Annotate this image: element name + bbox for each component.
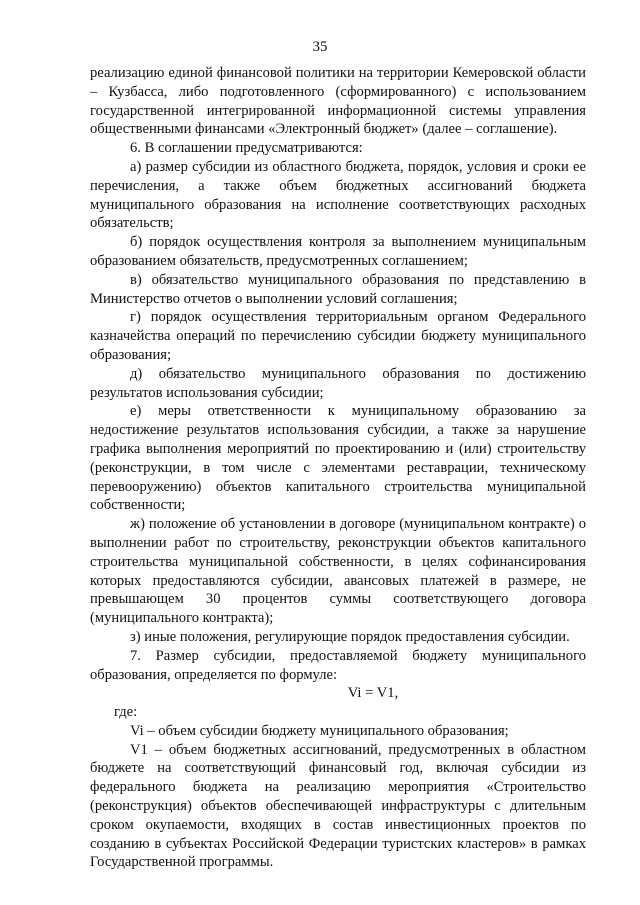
clause-7: 7. Размер субсидии, предоставляемой бюджету муниципального образования, определяется по формуле: [90, 647, 586, 683]
formula-definition-v1: V1 – объем бюджетных ассигнований, предусмотренных в областном бюджете на соответствующий финансовый год, включая субсидии из федерального бюджета на реализацию мероприятия «Строительство (реконструкция) объектов обеспечивающей инфраструктуры с длительным сроком окупаемости, входящих в состав инвестиционных проектов по созданию в субъектах Российской Федерации туристских кластеров» в рамках Государственной программы. [90, 741, 586, 871]
clause-6-heading: 6. В соглашении предусматриваются: [130, 140, 363, 157]
paragraph-continuation: реализацию единой финансовой политики на территории Кемеровской области – Кузбасса, либо подготовленного (сформированного) с использованием государственной интегрированной информационной системы управления общественными финансами «Электронный бюджет» (далее – соглашение). [90, 65, 586, 138]
clause-6d: д) обязательство муниципального образования по достижению результатов использования субсидии; [90, 365, 586, 401]
clause-6a: а) размер субсидии из областного бюджета, порядок, условия и сроки ее перечисления, а также объем бюджетных ассигнований бюджета муниципального образования на исполнение соответствующих расходных обязательств; [90, 158, 586, 232]
clause-6v: в) обязательство муниципального образования по представлению в Министерство отчетов о выполнении условий соглашения; [90, 271, 586, 307]
clause-6b: б) порядок осуществления контроля за выполнением муниципальным образованием обязательств, предусмотренных соглашением; [90, 234, 586, 269]
formula: Vi = V1, [347, 685, 399, 702]
clause-6z: з) иные положения, регулирующие порядок предоставления субсидии. [130, 628, 570, 645]
clause-6zh: ж) положение об установлении в договоре (муниципальном контракте) о выполнении работ по строительству, реконструкции объектов капитального строительства муниципальной собственности, в целях софинансирования которых предоставляются субсидии, авансовых платежей в размере, не превышающем 30 процентов суммы соответствующего договора (муниципального контракта); [90, 516, 586, 627]
clause-6g: г) порядок осуществления территориальным органом Федерального казначейства операций по перечислению субсидии бюджету муниципального образования; [90, 309, 586, 363]
formula-where-label: где: [114, 704, 138, 721]
page-number: 35 [312, 39, 328, 55]
clause-6e: е) меры ответственности к муниципальному образованию за недостижение результатов использования субсидии, а также за нарушение графика выполнения мероприятий по проектированию и (или) строительству (реконструкции, в том числе с элементами реставрации, техническому перевооружению) объектов капитального строительства муниципальной собственности; [90, 403, 586, 514]
formula-definition-vi: Vi – объем субсидии бюджету муниципального образования; [130, 722, 509, 739]
document-body [90, 64, 586, 872]
